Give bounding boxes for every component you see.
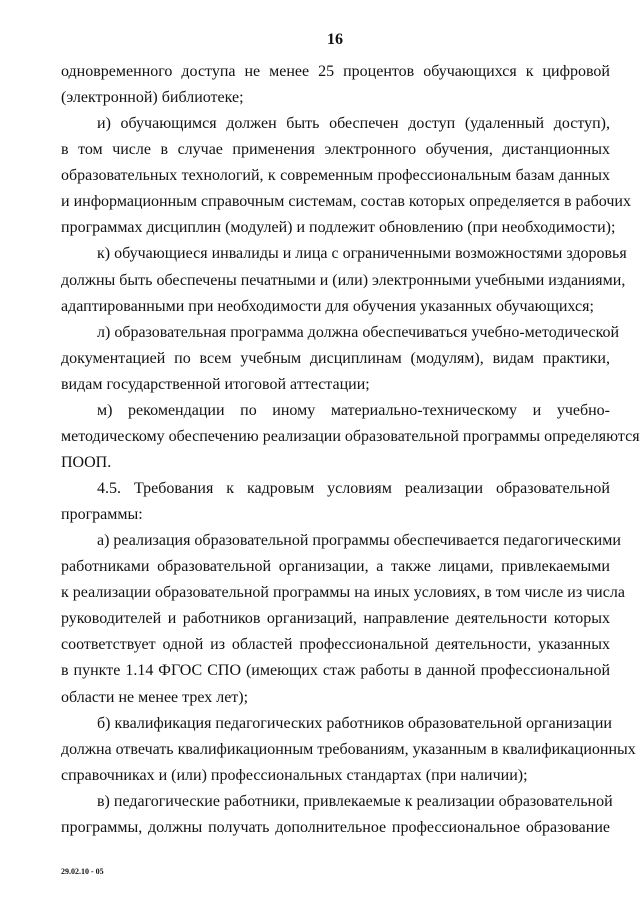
- text-line: 4.5. Требования к кадровым условиям реализации образовательной: [97, 480, 610, 497]
- text-line: (электронной) библиотеке;: [61, 89, 244, 107]
- text-line: программы:: [61, 506, 143, 524]
- text-line: а) реализация образовательной программы обеспечивается педагогическими: [97, 532, 621, 550]
- text-line: м) рекомендации по иному материально-техническому и учебно-: [97, 401, 610, 419]
- text-line: соответствует одной из областей профессиональной деятельности, указанных: [61, 636, 610, 654]
- paragraph: [61, 528, 625, 710]
- page-number: 16: [327, 31, 343, 48]
- text-line: программах дисциплин (модулей) и подлежит обновлению (при необходимости);: [61, 219, 616, 237]
- text-line: л) образовательная программа должна обеспечиваться учебно-методической: [97, 323, 620, 341]
- text-line: области не менее трех лет);: [61, 688, 249, 706]
- paragraph: [61, 789, 613, 841]
- text-line: в) педагогические работники, привлекаемые к реализации образовательной: [97, 792, 613, 810]
- text-line: к реализации образовательной программы на иных условиях, в том числе из числа: [61, 584, 625, 602]
- text-line: работниками образовательной организации, а также лицами, привлекаемыми: [61, 558, 610, 576]
- text-line: образовательных технологий, к современным профессиональным базам данных: [61, 167, 610, 185]
- paragraph: [61, 398, 640, 476]
- paragraph: [61, 711, 636, 789]
- paragraph: [61, 476, 610, 528]
- text-line: к) обучающиеся инвалиды и лица с ограниченными возможностями здоровья: [97, 245, 627, 263]
- text-line: справочниках и (или) профессиональных стандартах (при наличии);: [61, 766, 528, 784]
- text-line: и информационным справочным системам, состав которых определяется в рабочих: [61, 193, 631, 211]
- paragraph: [61, 241, 627, 319]
- paragraph: [61, 320, 620, 398]
- text-line: видам государственной итоговой аттестации;: [61, 375, 370, 393]
- text-line: б) квалификация педагогических работников образовательной организации: [97, 714, 612, 732]
- text-line: в пункте 1.14 ФГОС СПО (имеющих стаж работы в данной профессиональной: [61, 662, 610, 680]
- text-line: документацией по всем учебным дисциплинам (модулям), видам практики,: [61, 349, 610, 367]
- document-body: [61, 59, 640, 841]
- paragraph: [61, 59, 610, 111]
- text-line: ПООП.: [61, 453, 112, 471]
- text-line: и) обучающимся должен быть обеспечен доступ (удаленный доступ),: [97, 115, 610, 133]
- text-line: адаптированными при необходимости для обучения указанных обучающихся;: [61, 297, 594, 315]
- text-line: руководителей и работников организаций, направление деятельности которых: [61, 610, 610, 628]
- paragraph: [61, 111, 631, 241]
- text-line: в том числе в случае применения электронного обучения, дистанционных: [61, 141, 610, 159]
- text-line: должна отвечать квалификационным требованиям, указанным в квалификационных: [61, 740, 636, 758]
- text-line: методическому обеспечению реализации образовательной программы определяются: [61, 427, 640, 445]
- footer-code: 29.02.10 - 05: [61, 867, 104, 876]
- text-line: программы, должны получать дополнительное профессиональное образование: [61, 818, 610, 836]
- text-line: должны быть обеспечены печатными и (или) электронными учебными изданиями,: [61, 271, 626, 289]
- text-line: одновременного доступа не менее 25 процентов обучающихся к цифровой: [61, 63, 610, 80]
